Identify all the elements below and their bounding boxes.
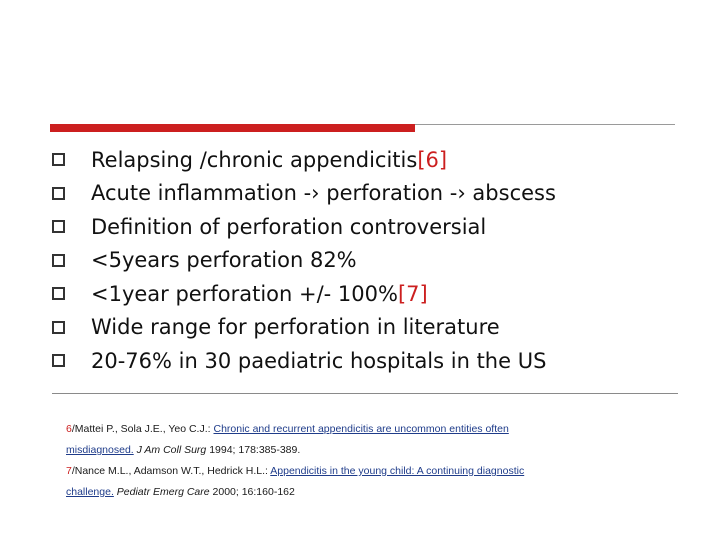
reference-authors: /Mattei P., Sola J.E., Yeo C.J.:: [71, 423, 214, 435]
reference-number: 7: [66, 465, 72, 477]
square-bullet-icon: [52, 254, 65, 267]
references: [66, 419, 666, 503]
reference-6: [66, 419, 666, 440]
square-bullet-icon: [52, 321, 65, 334]
reference-6-cont: [66, 440, 666, 461]
bullet-text: 20-76% in 30 paediatric hospitals in the US: [91, 348, 547, 373]
reference-authors: /Nance M.L., Adamson W.T., Hedrick H.L.:: [71, 465, 271, 477]
square-bullet-icon: [52, 354, 65, 367]
reference-journal: Pediatr Emerg Care: [116, 486, 210, 498]
bullet-item: [50, 177, 556, 211]
citation-ref: [6]: [417, 147, 448, 172]
bullet-item: [50, 143, 556, 177]
bullet-list: [50, 143, 556, 378]
bullet-text: <5years perforation 82%: [91, 248, 357, 273]
reference-title-link[interactable]: challenge.: [66, 486, 114, 498]
bullet-item: [50, 244, 556, 278]
bullet-text: Acute inflammation -› perforation -› abscess: [91, 181, 556, 206]
references-divider: [52, 393, 678, 394]
reference-details: 2000; 16:160-162: [209, 486, 295, 498]
reference-number: 6: [66, 423, 72, 435]
reference-7: [66, 461, 666, 482]
bullet-text: <1year perforation +/- 100%: [91, 281, 398, 306]
reference-7-cont: [66, 482, 666, 503]
citation-ref: [7]: [397, 281, 428, 306]
reference-title-link[interactable]: Appendicitis in the young child: A continuing diagnostic: [270, 465, 525, 477]
reference-journal: J Am Coll Surg: [136, 444, 207, 456]
square-bullet-icon: [52, 153, 65, 166]
title-rule: [415, 124, 675, 125]
bullet-item: [50, 344, 556, 378]
square-bullet-icon: [52, 187, 65, 200]
bullet-text: Definition of perforation controversial: [91, 214, 487, 239]
bullet-text: Wide range for perforation in literature: [91, 315, 500, 340]
bullet-item: [50, 210, 556, 244]
square-bullet-icon: [52, 220, 65, 233]
square-bullet-icon: [52, 287, 65, 300]
bullet-item: [50, 277, 556, 311]
reference-details: 1994; 178:385-389.: [206, 444, 301, 456]
title-accent-bar: [50, 124, 415, 132]
reference-title-link[interactable]: Chronic and recurrent appendicitis are uncommon entities often: [213, 423, 509, 435]
bullet-text: Relapsing /chronic appendicitis: [91, 147, 418, 172]
reference-title-link[interactable]: misdiagnosed.: [66, 444, 134, 456]
bullet-item: [50, 311, 556, 345]
